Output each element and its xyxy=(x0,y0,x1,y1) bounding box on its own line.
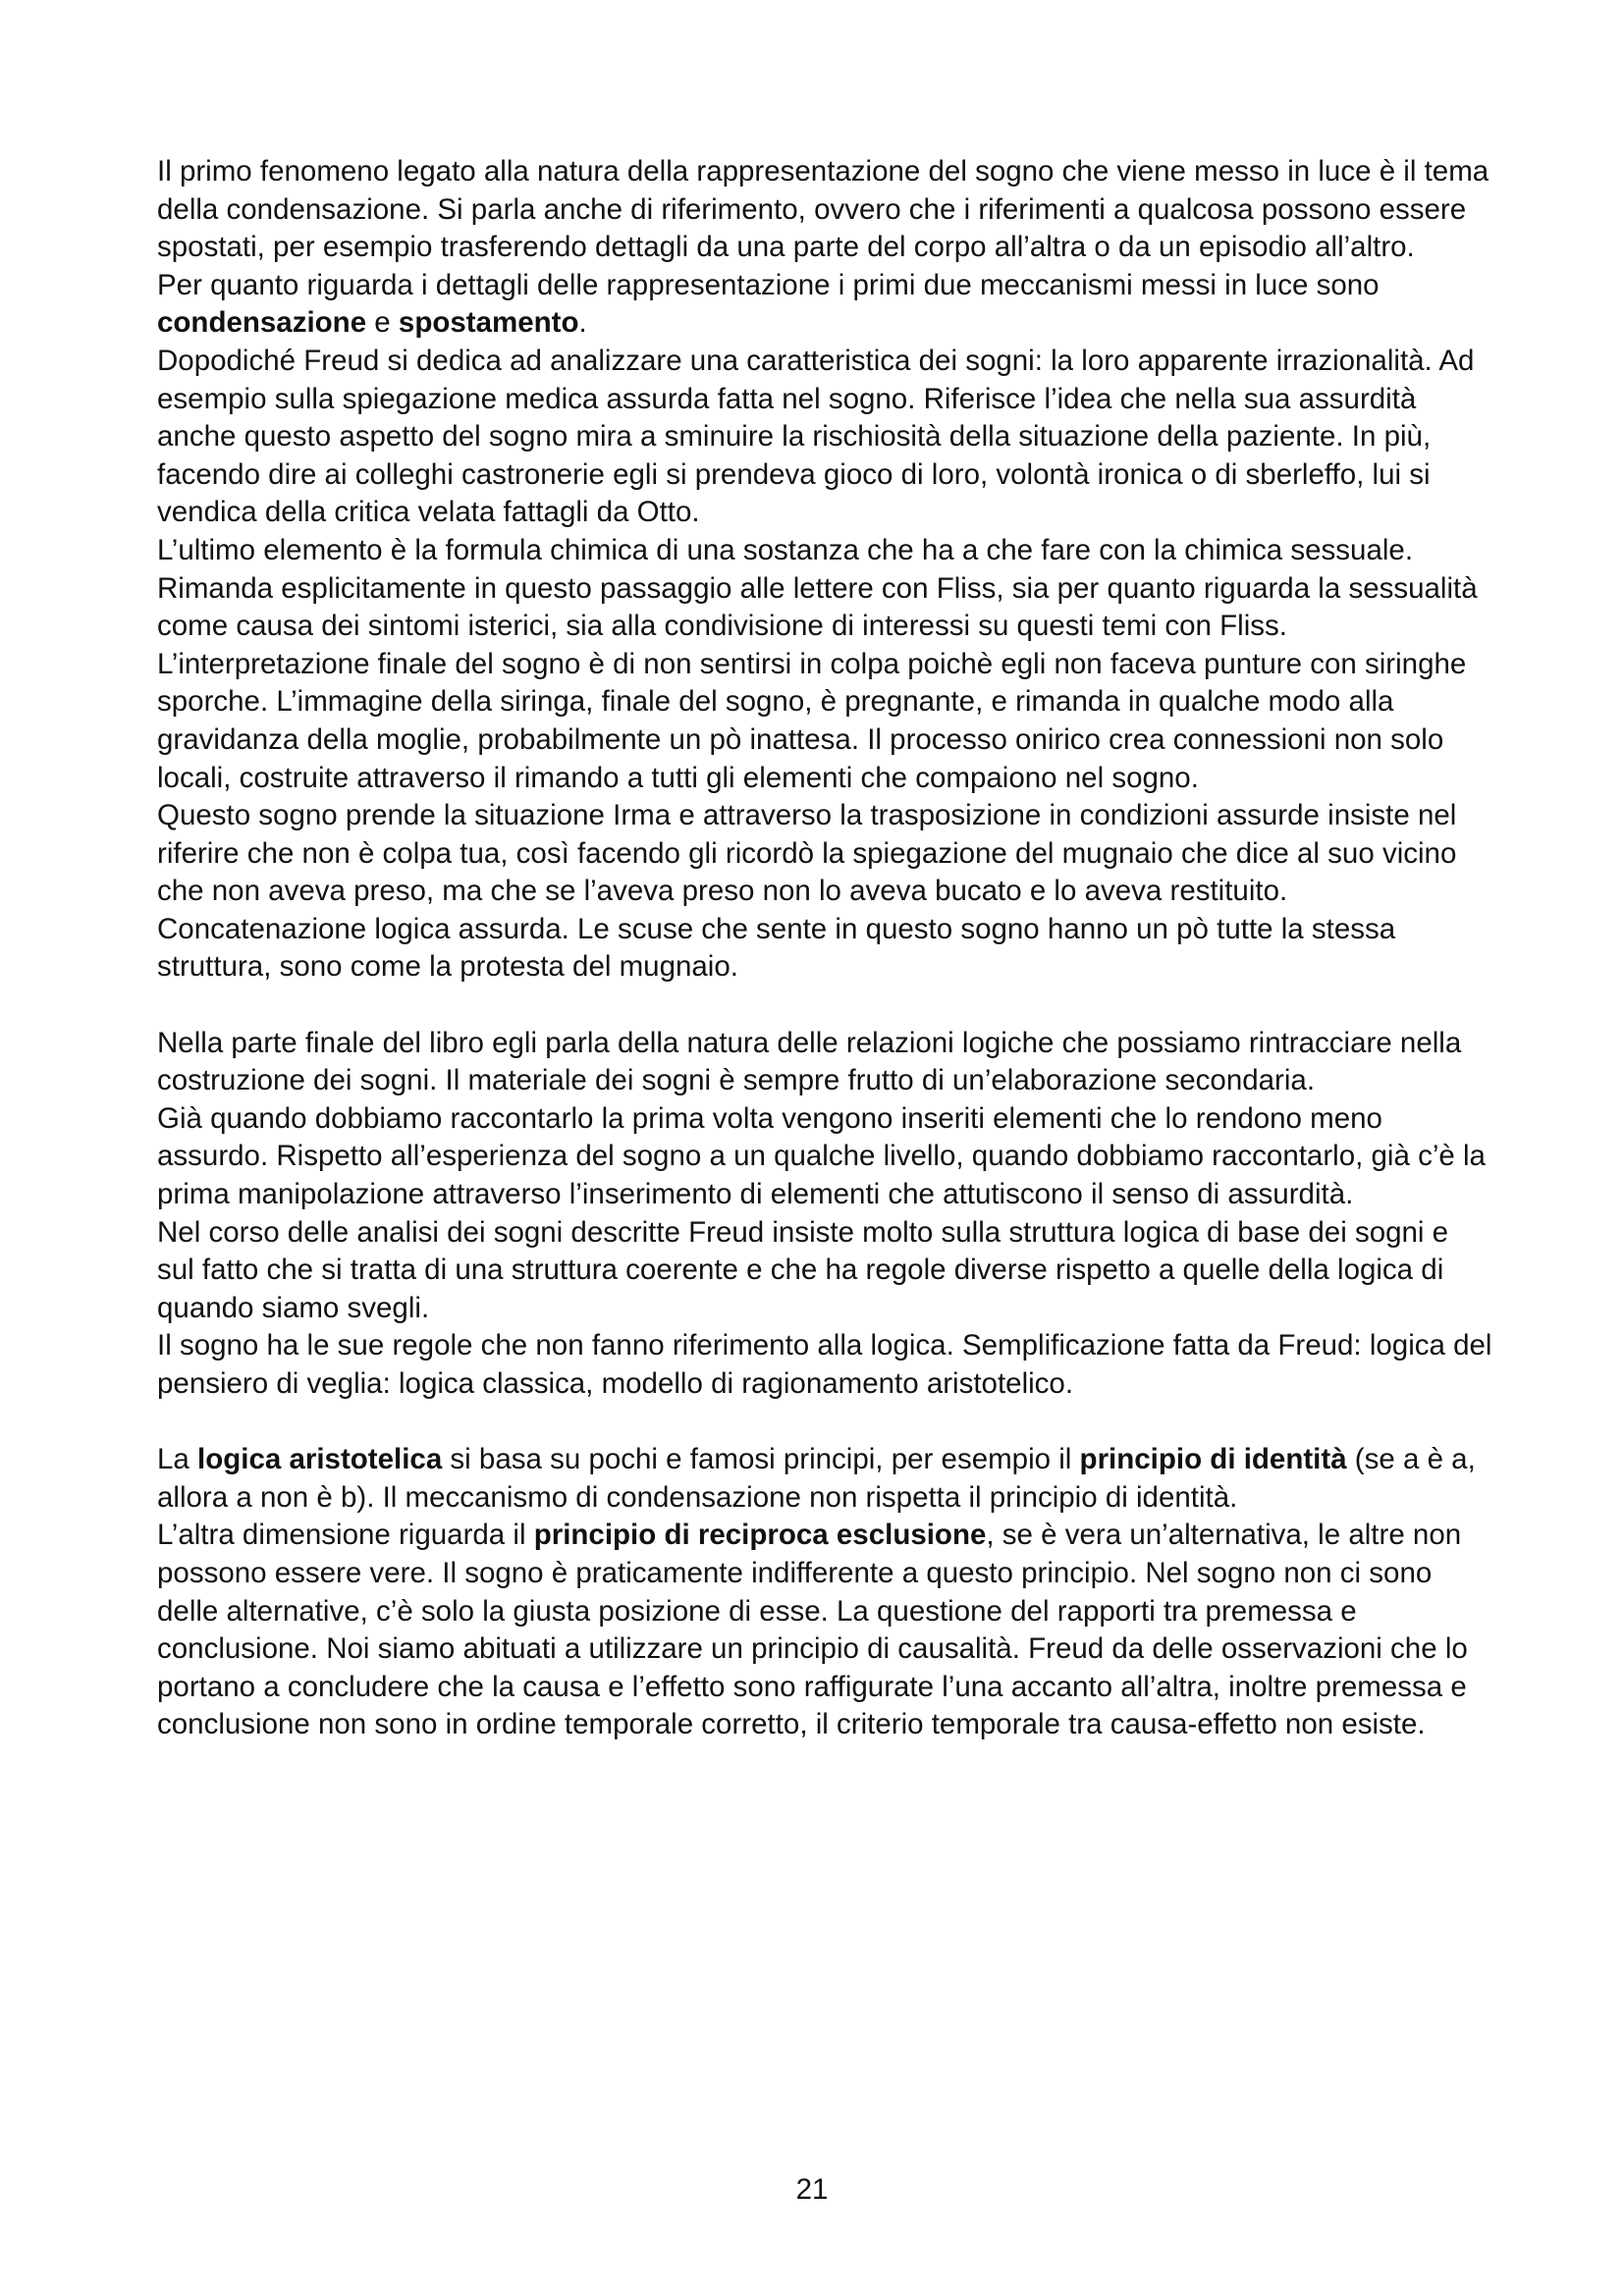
page-number: 21 xyxy=(795,2173,829,2206)
paragraph-text: Dopodiché Freud si dedica ad analizzare una caratteristica dei sogni: la loro apparente irrazionalità. Ad esempio sulla spiegazione medica assurda fatta nel sogno. Riferisce l’idea che nella sua assurdità anche questo aspetto del sogno mira a sminuire la rischiosità della situazione della paziente. In più, facendo dire ai colleghi castronerie egli si prendeva gioco di loro, volontà ironica o di sberleffo, lui si vendica della critica velata fattagli da Otto. xyxy=(157,344,1475,529)
paragraph-gap xyxy=(157,1404,1492,1442)
paragraph-text: Rimanda esplicitamente in questo passaggio alle lettere con Fliss, sia per quanto riguarda la sessualità come causa dei sintomi isterici, sia alla condivisione di interessi su questi temi con Fliss. L’interpretazione finale del sogno è di non sentirsi in colpa poichè egli non faceva punture con siringhe sporche. L’immagine della siringa, finale del sogno, è pregnante, e rimanda in qualche modo alla gravidanza della moglie, probabilmente un pò inattesa. Il processo onirico crea connessioni non solo locali, costruite attraverso il rimando a tutti gli elementi che compaiono nel sogno. xyxy=(157,571,1478,794)
paragraph-text: (se a è a, allora a non è b). Il meccanismo di condensazione non rispetta il principio di identità. xyxy=(157,1443,1476,1514)
paragraph-text: La xyxy=(157,1443,198,1476)
paragraph-text: Il primo fenomeno legato alla natura della rappresentazione del sogno che viene messo in luce è il tema della condensazione. Si parla anche di riferimento, ovvero che i riferimenti a qualcosa possono essere spostati, per esempio trasferendo dettagli da una parte del corpo all’altra o da un episodio all’altro. xyxy=(157,155,1489,264)
paragraph-text: Il sogno ha le sue regole che non fanno riferimento alla logica. Semplificazione fatta da Freud: logica del pensiero di veglia: logica classica, modello di ragionamento aristotelico. xyxy=(157,1329,1492,1400)
paragraph-text: Nel corso delle analisi dei sogni descritte Freud insiste molto sulla struttura logica di base dei sogni e sul fatto che si tratta di una struttura coerente e che ha regole diverse rispetto a quelle della logica di quando siamo svegli. xyxy=(157,1215,1449,1324)
paragraph-retelling xyxy=(157,1100,1492,1214)
paragraph-text: L’ultimo elemento è la formula chimica di una sostanza che ha a che fare con la chimica sessuale. xyxy=(157,533,1414,566)
paragraph-fliss xyxy=(157,570,1492,798)
paragraph-condensation xyxy=(157,153,1492,267)
term-condensazione: condensazione xyxy=(157,306,367,340)
paragraph-text: L’altra dimensione riguarda il xyxy=(157,1519,534,1552)
term-principio-di-identita: principio di identità xyxy=(1079,1443,1347,1476)
paragraph-text: si basa su pochi e famosi principi, per esempio il xyxy=(442,1443,1080,1476)
paragraph-irrationality xyxy=(157,343,1492,532)
paragraph-mechanisms xyxy=(157,267,1492,343)
paragraph-text: Per quanto riguarda i dettagli delle rappresentazione i primi due meccanismi messi in luce sono xyxy=(157,268,1380,301)
paragraph-text: . xyxy=(578,306,587,340)
paragraph-irma xyxy=(157,797,1492,987)
paragraph-logical-structure xyxy=(157,1214,1492,1328)
paragraph-aristotelian-logic xyxy=(157,1441,1492,1517)
paragraph-text: e xyxy=(366,306,399,340)
paragraph-text: Questo sogno prende la situazione Irma e attraverso la trasposizione in condizioni assurde insiste nel riferire che non è colpa tua, così facendo gli ricordò la spiegazione del mugnaio che dice al suo vicino che non aveva preso, ma che se l’aveva preso non lo aveva bucato e lo aveva restituito. Concatenazione logica assurda. Le scuse che sente in questo sogno hanno un pò tutte la stessa struttura, sono come la protesta del mugnaio. xyxy=(157,799,1457,984)
paragraph-dream-rules xyxy=(157,1327,1492,1403)
paragraph-chemical-formula xyxy=(157,532,1492,570)
paragraph-gap xyxy=(157,987,1492,1025)
paragraph-text: , se è vera un’alternativa, le altre non possono essere vere. Il sogno è praticamente indifferente a questo principio. Nel sogno non ci sono delle alternative, c’è solo la giusta posizione di esse. La questione del rapporti tra premessa e conclusione. Noi siamo abituati a utilizzare un principio di causalità. Freud da delle osservazioni che lo portano a concludere che la causa e l’effetto sono raffigurate l’una accanto all’altra, inoltre premessa e conclusione non sono in ordine temporale corretto, il criterio temporale tra causa-effetto non esiste. xyxy=(157,1519,1468,1741)
paragraph-logical-relations xyxy=(157,1025,1492,1100)
term-principio-di-reciproca-esclusione: principio di reciproca esclusione xyxy=(533,1519,987,1552)
term-spostamento: spostamento xyxy=(398,306,579,340)
body-text xyxy=(157,153,1492,1744)
paragraph-text: Nella parte finale del libro egli parla della natura delle relazioni logiche che possiamo rintracciare nella costruzione dei sogni. Il materiale dei sogni è sempre frutto di un’elaborazione secondaria. xyxy=(157,1026,1462,1097)
paragraph-text: Già quando dobbiamo raccontarlo la prima volta vengono inseriti elementi che lo rendono meno assurdo. Rispetto all’esperienza del sogno a un qualche livello, quando dobbiamo raccontarlo, già c’è la prima manipolazione attraverso l’inserimento di elementi che attutiscono il senso di assurdità. xyxy=(157,1101,1486,1211)
term-logica-aristotelica: logica aristotelica xyxy=(197,1443,443,1476)
paragraph-mutual-exclusion xyxy=(157,1517,1492,1744)
